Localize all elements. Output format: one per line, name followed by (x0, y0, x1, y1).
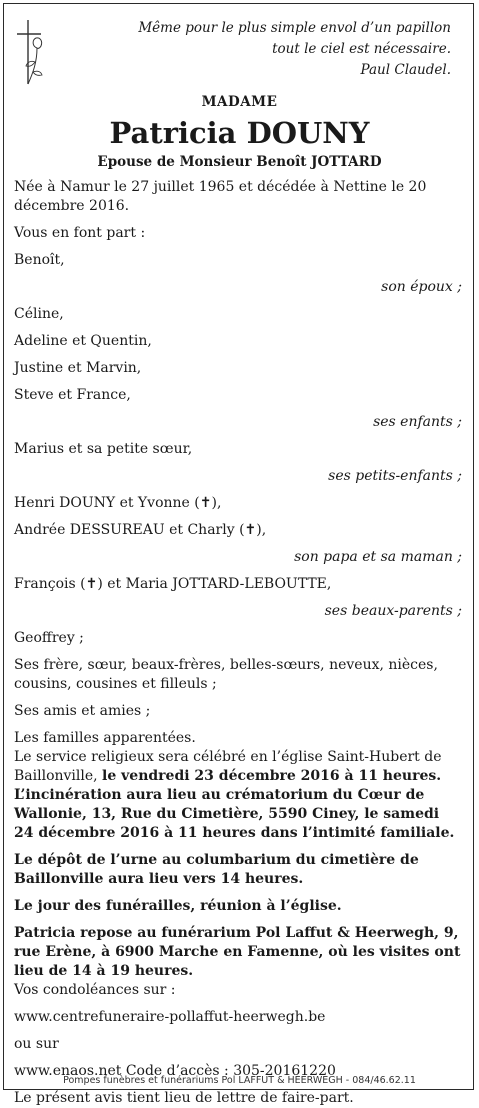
spouse-line: Epouse de Monsieur Benoît JOTTARD (97, 154, 382, 170)
parent-item: Andrée DESSUREAU et Charly (✝), (14, 522, 267, 538)
or-text: ou sur (14, 1036, 59, 1052)
service-date: le vendredi 23 décembre 2016 à 11 heures. (102, 768, 442, 784)
child-item: Adeline et Quentin, (14, 333, 152, 349)
quote-line-2: tout le ciel est nécessaire. (272, 41, 451, 57)
families-text: Les familles apparentées. (14, 730, 196, 746)
service-text (14, 748, 462, 786)
website-link-1[interactable]: www.centrefuneraire-pollaffut-heerwegh.be (14, 1009, 326, 1025)
urn-text: Le dépôt de l’urne au columbarium du cimetière de Baillonville aura lieu vers 14 heures. (14, 852, 419, 887)
friends-text: Ses amis et amies ; (14, 703, 151, 719)
notice-frame (3, 3, 474, 1106)
spouse-role: son époux ; (381, 279, 462, 295)
in-laws-role: ses beaux-parents ; (324, 603, 462, 619)
other-relative: Geoffrey ; (14, 630, 84, 646)
cross-with-rose-icon (15, 18, 49, 90)
in-laws-names: François (✝) et Maria JOTTARD-LEBOUTTE, (14, 576, 332, 592)
service-location: Le service religieux sera célébré en l’église Saint-Hubert de Baillonville, (14, 749, 442, 784)
intro-text: Vous en font part : (14, 225, 146, 241)
grandchildren-names: Marius et sa petite sœur, (14, 441, 193, 457)
funeral-home-footer: Pompes funèbres et funérariums Pol LAFFUT & HEERWEGH - 084/46.62.11 (63, 1075, 416, 1086)
notice-body (14, 178, 462, 1108)
child-item: Justine et Marvin, (14, 360, 142, 376)
reunion-text: Le jour des funérailles, réunion à l’église. (14, 898, 342, 914)
funeral-home-text: Patricia repose au funérarium Pol Laffut & Heerwegh, 9, rue Erène, à 6900 Marche en Famenne, où les visites ont lieu de 14 à 19 heures. (14, 925, 461, 979)
deceased-name: Patricia DOUNY (109, 116, 370, 150)
spouse-name: Benoît, (14, 252, 65, 268)
website-link-2[interactable]: www.enaos.net Code d’accès : 305-20161220 (14, 1063, 336, 1079)
child-item: Steve et France, (14, 387, 131, 403)
honorific: MADAME (201, 94, 278, 110)
quote-line-1: Même pour le plus simple envol d’un papillon (138, 20, 451, 36)
child-item: Céline, (14, 306, 64, 322)
closing-text: Le présent avis tient lieu de lettre de faire-part. (14, 1090, 354, 1106)
epigraph-quote (138, 18, 451, 81)
children-role: ses enfants ; (373, 414, 462, 430)
cremation-text: L’incinération aura lieu au crématorium du Cœur de Wallonie, 13, Rue du Cimetière, 5590 Ciney, le samedi 24 décembre 2016 à 11 heures dans l’intimité familiale. (14, 787, 455, 841)
birth-death-text: Née à Namur le 27 juillet 1965 et décédée à Nettine le 20 décembre 2016. (14, 179, 427, 214)
siblings-text: Ses frère, sœur, beaux-frères, belles-sœurs, neveux, nièces, cousins, cousines et filleuls ; (14, 657, 438, 692)
quote-author: Paul Claudel. (360, 62, 451, 78)
parents-role: son papa et sa maman ; (294, 549, 462, 565)
parent-item: Henri DOUNY et Yvonne (✝), (14, 495, 222, 511)
grandchildren-role: ses petits-enfants ; (328, 468, 462, 484)
condolences-text: Vos condoléances sur : (14, 982, 176, 998)
